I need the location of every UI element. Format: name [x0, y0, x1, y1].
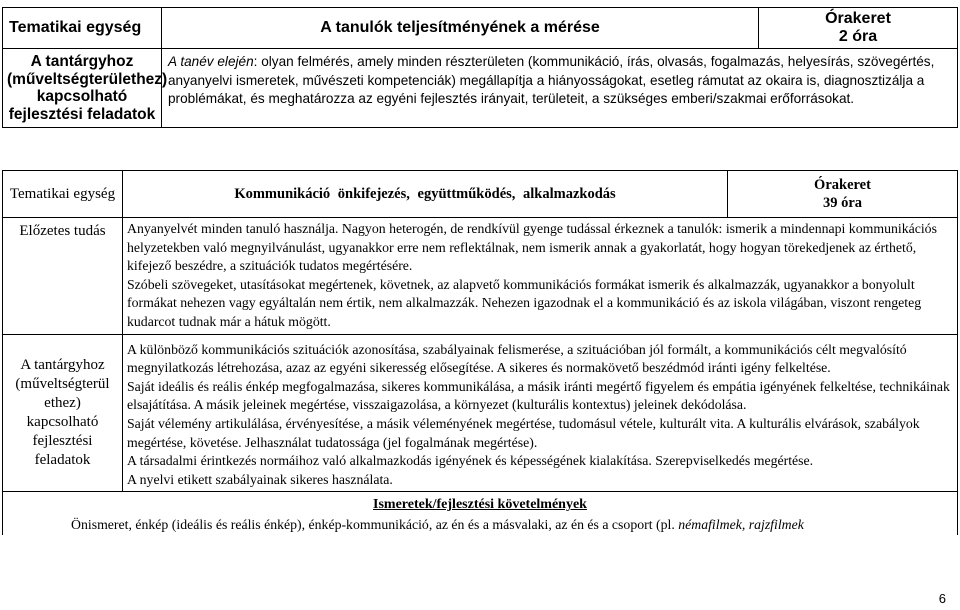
table1-row-text: [162, 49, 958, 128]
dev-tasks-paragraph-4: A társadalmi érintkezés normáihoz való alkalmazkodás igényének és képességének kialakítása. Szerepviselkedés megértése.: [127, 453, 814, 469]
prior-knowledge-paragraph-1: Anyanyelvét minden tanuló használja. Nagyon heterogén, de rendkívül gyenge tudással érkeznek a tanulók: ismerik a mindennapi kommunikációs helyzetekben való megnyilvánulást, ugyanakkor erre nem reflektálnak, nem ismerik annak a gyakorlatát, hogy hogyan törekedjenek az érthető, kifejező beszédre, a szituációk tudatos megértésére.: [127, 221, 937, 274]
page-number: 6: [938, 591, 946, 606]
table1-header-title: A tanulók teljesítményének a mérése: [162, 8, 759, 49]
requirements-text-plain: Önismeret, énkép (ideális és reális énkép), énkép-kommunikáció, az én és a másvalaki, az én és a csoport (pl.: [71, 517, 679, 533]
table1-text-italic: A tanév elején: [168, 54, 254, 69]
dev-tasks-paragraph-2: Saját ideális és reális énkép megfogalmazása, sikeres kommunikálása, a másik iránti megértő figyelem és empátia igényének felkeltése, technikáinak elsajátítása. A másik jeleinek megértése, visszaigazolása, a környezet (kulturális kontextus) jeleinek dekódolása.: [127, 378, 950, 413]
table2-header-title: Kommunikáció önkifejezés, együttműködés, alkalmazkodás: [123, 171, 728, 218]
dev-tasks-paragraph-3: Saját vélemény artikulálása, érvényesítése, a másik véleményének megértése, tudomásul vétele, kulturált vita. A kulturális elvárások, szabályok megértése, követése. Jelhasználat tudatossága (jel fogalmának megértése).: [127, 415, 920, 450]
table1-hours-value: 2 óra: [838, 28, 878, 45]
table2-header-left: Tematikai egység: [3, 171, 123, 218]
table2-hours-value: 39 óra: [822, 195, 863, 211]
table2-hours-cell: [728, 171, 958, 218]
dev-tasks-paragraph-5: A nyelvi etikett szabályainak sikeres használata.: [127, 471, 393, 487]
table1-hours-label: Órakeret: [825, 10, 891, 27]
table1-hours-cell: [759, 8, 958, 49]
communication-table: [2, 170, 958, 535]
requirements-header: Ismeretek/fejlesztési követelmények: [373, 497, 587, 513]
table1-header-left: Tematikai egység: [3, 8, 162, 49]
requirements-header-cell: [3, 492, 958, 517]
prior-knowledge-label: Előzetes tudás: [3, 218, 123, 335]
dev-tasks-paragraph-1: A különböző kommunikációs szituációk azonosítása, szabályainak felismerése, a szituációban jól formált, a kommunikációs célt megvalósító megnyilatkozás létrehozása, azaz az egyéni sikeresség elősegítése. A sikeres és normakövető beszédmód iránti igény felkeltése.: [127, 341, 907, 376]
prior-knowledge-text: [123, 218, 958, 335]
dev-tasks-label: A tantárgyhoz (műveltségterül ethez) kapcsolható fejlesztési feladatok: [3, 334, 123, 492]
requirements-text: [3, 516, 958, 535]
assessment-table: [2, 7, 958, 128]
table1-row-label: A tantárgyhoz (műveltségterülethez) kapcsolható fejlesztési feladatok: [3, 49, 162, 128]
table2-hours-label: Órakeret: [814, 177, 871, 193]
dev-tasks-text: [123, 334, 958, 492]
requirements-text-italic: némafilmek, rajzfilmek: [678, 517, 804, 533]
table1-text-rest: : olyan felmérés, amely minden részterületen (kommunikáció, írás, olvasás, fogalmazás, helyesírás, szövegértés, anyanyelvi ismeretek, művészeti kompetenciák) megállapítja a hiányosságokat, esetleg rámutat az okaira is, diagnosztizálja a problémákat, és meghatározza az egyéni fejlesztés irányait, területeit, a szükséges emberi/szakmai erőforrásokat.: [168, 54, 935, 107]
prior-knowledge-paragraph-2: Szóbeli szövegeket, utasításokat megértenek, követnek, az alapvető kommunikációs formákat ismerik és alkalmazzák, ugyanakkor a bonyolult formákat nehezen vagy egyáltalán nem értik, nem alkalmazzák. Nehezen igazodnak el a kommunikáció és az iskola világában, viszont rengeteg kudarcot tudnak már a hátuk mögött.: [127, 276, 922, 329]
